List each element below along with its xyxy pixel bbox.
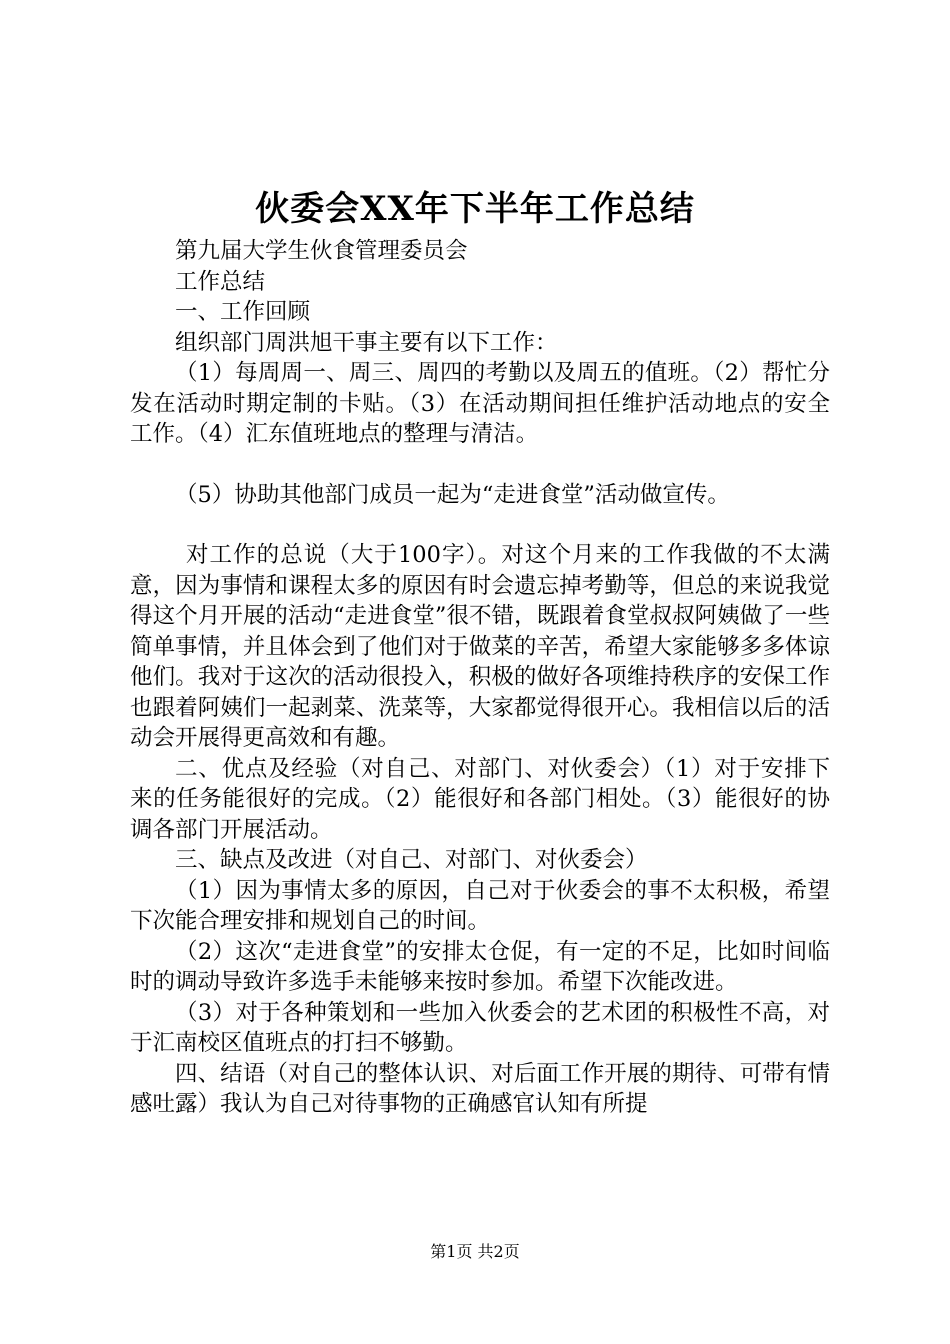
paragraph-duties: （1）每周周一、周三、周四的考勤以及周五的值班。（2）帮忙分发在活动时期定制的卡贴。（3）在活动期间担任维护活动地点的安全工作。（4）汇东值班地点的整理与清洁。	[130, 360, 830, 447]
paragraph-intro: 组织部门周洪旭干事主要有以下工作：	[175, 329, 558, 356]
paragraph-weakness-3: （3）对于各种策划和一些加入伙委会的艺术团的积极性不高，对于汇南校区值班点的打扫不够勤。	[130, 999, 830, 1056]
document-title: 伙委会XX年下半年工作总结	[255, 189, 695, 229]
paragraph-weakness-1: （1）因为事情太多的原因，自己对于伙委会的事不太积极，希望下次能合理安排和规划自己的时间。	[130, 877, 830, 934]
paragraph-summary: 对工作的总说（大于100字）。对这个月来的工作我做的不太满意，因为事情和课程太多的原因有时会遗忘掉考勤等，但总的来说我觉得这个月开展的活动“走进食堂”很不错，既跟着食堂叔叔阿姨做了一些简单事情，并且体会到了他们对于做菜的辛苦，希望大家能够多多体谅他们。我对于这次的活动很投入，积极的做好各项维持秩序的安保工作也跟着阿姨们一起剥菜、洗菜等，大家都觉得很开心。我相信以后的活动会开展得更高效和有趣。	[130, 542, 830, 751]
document-body	[130, 236, 830, 1120]
paragraph-weakness-2: （2）这次“走进食堂”的安排太仓促，有一定的不足，比如时间临时的调动导致许多选手未能够来按时参加。希望下次能改进。	[130, 938, 830, 995]
paragraph-duty-5: （5）协助其他部门成员一起为“走进食堂”活动做宣传。	[175, 481, 730, 508]
page-footer: 第1页 共2页	[430, 1242, 520, 1261]
section-conclusion: 四、结语（对自己的整体认识、对后面工作开展的期待、可带有情感吐露）我认为自己对待事物的正确感官认知有所提	[130, 1060, 830, 1117]
section-strengths: 二、优点及经验（对自己、对部门、对伙委会）（1）对于安排下来的任务能很好的完成。（2）能很好和各部门相处。（3）能很好的协调各部门开展活动。	[130, 755, 830, 843]
section-weaknesses-heading: 三、缺点及改进（对自己、对部门、对伙委会）	[175, 847, 648, 873]
org-name-line: 第九届大学生伙食管理委员会	[175, 238, 468, 264]
subtitle-line: 工作总结	[175, 268, 266, 295]
section-heading-review: 一、工作回顾	[175, 299, 311, 325]
